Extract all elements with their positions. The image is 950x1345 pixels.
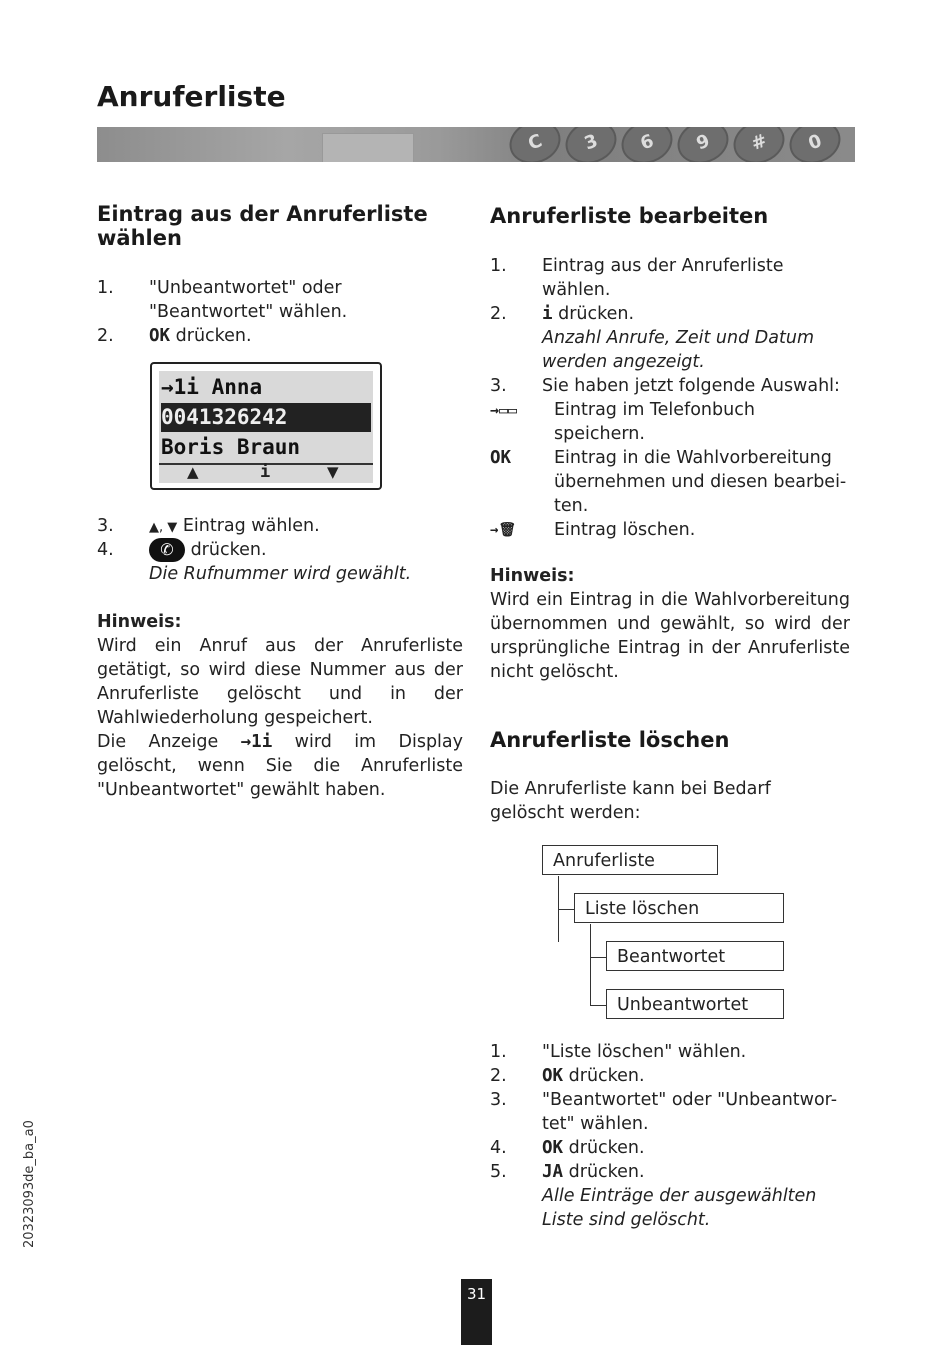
- arrow-up-down-icon: ▲, ▼: [149, 520, 178, 535]
- menu-tree: [490, 843, 850, 1028]
- info-icon: i: [260, 462, 271, 482]
- save-phonebook-icon: →▭▭: [490, 401, 518, 419]
- arrow-up-icon: ▲: [187, 463, 199, 481]
- arrow-down-icon: ▼: [327, 463, 339, 481]
- d-step-4: 4. OK drücken.: [490, 1138, 645, 1158]
- step-2: 2. OK drücken.: [97, 326, 252, 346]
- phone-keypad-banner: [97, 127, 855, 162]
- lcd-line-2-selected: 0041326242: [161, 403, 371, 432]
- key-c: C: [503, 127, 566, 162]
- info-key-icon: i: [542, 304, 553, 324]
- phone-display-image: [322, 133, 414, 162]
- delete-heading: Anruferliste löschen: [490, 728, 730, 752]
- menu-root: Anruferliste: [542, 845, 718, 875]
- lcd-line-1: →1i Anna: [161, 375, 263, 399]
- menu-liste-loeschen: Liste löschen: [574, 893, 784, 923]
- menu-unbeantwortet: Unbeantwortet: [606, 989, 784, 1019]
- left-section: [97, 202, 463, 250]
- right-heading: Anruferliste bearbeiten: [490, 204, 769, 228]
- ok-key-icon: OK: [542, 1138, 564, 1158]
- key-9: 9: [671, 127, 734, 162]
- missed-call-icon: →1i: [240, 732, 273, 752]
- left-hinweis: [97, 610, 463, 802]
- delete-entry-icon: →🗑: [490, 522, 517, 538]
- delete-steps: 1. "Liste löschen" wählen. 2. OK drücken. 3. "Beantwortet" oder "Unbeantwor- tet" wählen. 4. OK drücken. 5. JA drücken. Alle Einträge der ausgewählten Liste sind gelöscht.: [490, 1040, 850, 1232]
- option-list: →▭▭ Eintrag im Telefonbuch speichern. OK Eintrag in die Wahlvorbereitung übernehmen und diesen bearbei- ten. →🗑 Eintrag löschen.: [490, 398, 850, 542]
- d-step-5: 5. JA drücken.: [490, 1162, 645, 1182]
- menu-beantwortet: Beantwortet: [606, 941, 784, 971]
- r-step-2: 2. i drücken.: [490, 304, 635, 324]
- document-code: 20323093de_ba_a0: [22, 1120, 37, 1248]
- hinweis-text: Wird ein Eintrag in die Wahlvorbereitung übernommen und gewählt, so wird der ursprüngliche Eintrag in der Anruferliste nicht gelöscht.: [490, 590, 850, 682]
- d-step-3: 3. "Beantwortet" oder "Unbeantwor-: [490, 1090, 838, 1110]
- hinweis-label: Hinweis:: [490, 566, 575, 586]
- page-title: Anruferliste: [97, 80, 286, 113]
- left-steps-a: 1. "Unbeantwortet" oder "Beantwortet" wählen. 2. OK drücken.: [97, 276, 463, 348]
- d-step-1: 1. "Liste löschen" wählen.: [490, 1042, 747, 1062]
- left-heading: Eintrag aus der Anruferliste wählen: [97, 202, 428, 250]
- right-hinweis: [490, 564, 850, 684]
- lcd-line-3: Boris Braun: [161, 435, 301, 459]
- ok-key-icon: OK: [149, 326, 171, 346]
- page-number: 31: [461, 1279, 492, 1345]
- step-4: 4. ✆ drücken.: [97, 540, 267, 560]
- r-step-3: 3. Sie haben jetzt folgende Auswahl:: [490, 376, 840, 396]
- missed-call-icon: →1i: [161, 375, 199, 399]
- hinweis-label: Hinweis:: [97, 612, 182, 632]
- r-step-1: 1. Eintrag aus der Anruferliste: [490, 256, 784, 276]
- key-3: 3: [559, 127, 622, 162]
- key-hash: #: [727, 127, 790, 162]
- option-delete: →🗑 Eintrag löschen.: [490, 520, 696, 540]
- anzeige-text: Die Anzeige →1i wird im Display gelöscht, wenn Sie die Anruferliste "Unbeantwortet" gewählt haben.: [97, 732, 463, 800]
- delete-intro: Die Anruferliste kann bei Bedarf gelöscht werden:: [490, 779, 771, 823]
- step-4-note: Die Rufnummer wird gewählt.: [149, 564, 412, 584]
- step-3: 3. ▲, ▼ Eintrag wählen.: [97, 516, 320, 536]
- ok-key-icon: OK: [542, 1066, 564, 1086]
- ok-key-icon: OK: [490, 448, 512, 468]
- key-6: 6: [615, 127, 678, 162]
- option-ok-edit: OK Eintrag in die Wahlvorbereitung: [490, 448, 832, 468]
- handset-icon: ✆: [149, 538, 185, 562]
- key-0: 0: [783, 127, 846, 162]
- hinweis-text: Wird ein Anruf aus der Anruferliste getätigt, so wird diese Nummer aus der Anruferliste gelöscht und in der Wahlwiederholung gespeichert.: [97, 636, 463, 728]
- ja-key-icon: JA: [542, 1162, 564, 1182]
- left-steps-b: [97, 514, 463, 586]
- lcd-softkeys: [159, 463, 373, 483]
- lcd-display: [150, 362, 382, 490]
- step-1: 1. "Unbeantwortet" oder: [97, 278, 342, 298]
- d-step-2: 2. OK drücken.: [490, 1066, 645, 1086]
- option-save-phonebook: →▭▭ Eintrag im Telefonbuch: [490, 400, 755, 420]
- right-steps: 1. Eintrag aus der Anruferliste wählen. 2. i drücken. Anzahl Anrufe, Zeit und Datum werden angezeigt. 3. Sie haben jetzt folgende Auswahl:: [490, 254, 850, 398]
